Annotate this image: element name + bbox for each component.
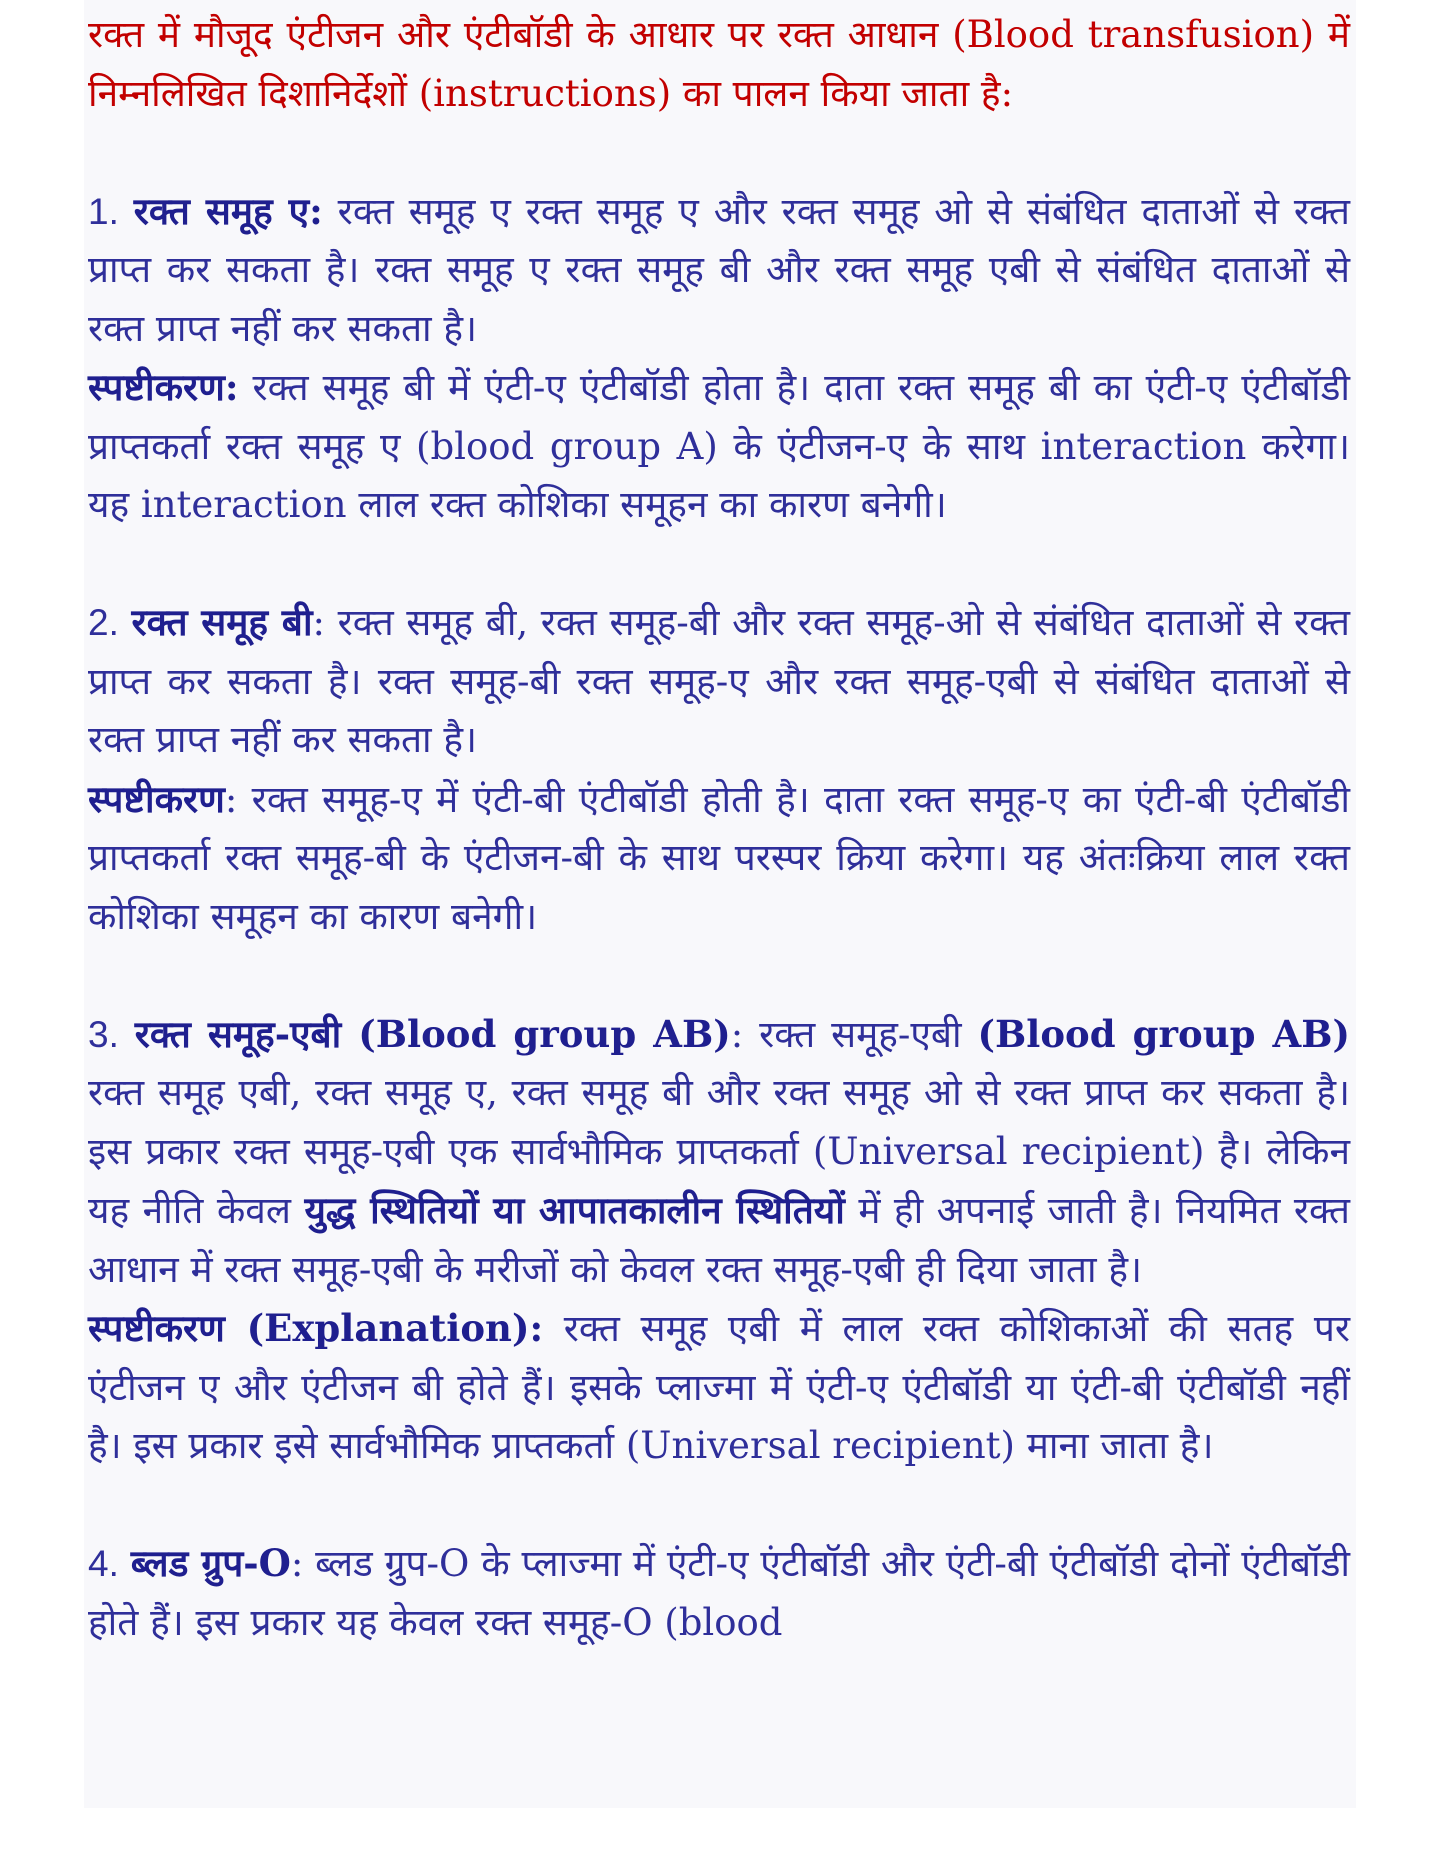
document-page [84, 0, 1356, 1808]
section-1-number: 1. [88, 190, 119, 232]
section-3-heading: रक्त समूह-एबी (Blood group AB) [134, 1011, 731, 1056]
section-3-emphasis: युद्ध स्थितियों या आपातकालीन स्थितियों [304, 1188, 845, 1232]
section-3-text-part1: : रक्त समूह-एबी [730, 1012, 978, 1056]
section-1-explanation [88, 358, 1350, 535]
section-3-text-part2: रक्त समूह एबी, रक्त समूह ए, रक्त समूह बी और रक्त समूह ओ से रक्त प्राप्त कर सकता है। इस प्रकार रक्त समूह-एबी एक सार्वभौमिक प्राप्तकर्ता (Universal recipient) है। लेकिन यह नीति केवल [88, 1071, 1350, 1232]
section-3-explanation-label: स्पष्टीकरण (Explanation): [88, 1306, 544, 1350]
section-1-heading: रक्त समूह ए: [133, 188, 323, 233]
section-3-paragraph [88, 1005, 1350, 1300]
section-1-explanation-label: स्पष्टीकरण: [88, 365, 239, 409]
intro-paragraph: रक्त में मौजूद एंटीजन और एंटीबॉडी के आधार पर रक्त आधान (Blood transfusion) में निम्नलिखित दिशानिर्देशों (instructions) का पालन किया जाता है: [88, 13, 1350, 115]
section-1-explanation-text: रक्त समूह बी में एंटी-ए एंटीबॉडी होता है। दाता रक्त समूह बी का एंटी-ए एंटीबॉडी प्राप्तकर्ता रक्त समूह ए (blood group A) के एंटीजन-ए के साथ interaction करेगा। यह interaction लाल रक्त कोशिका समूहन का कारण बनेगी। [88, 366, 1350, 526]
section-2-number: 2. [88, 602, 119, 643]
section-2-text: : रक्त समूह बी, रक्त समूह-बी और रक्त समूह-ओ से संबंधित दाताओं से रक्त प्राप्त कर सकता है। रक्त समूह-बी रक्त समूह-ए और रक्त समूह-एबी से संबंधित दाताओं से रक्त प्राप्त नहीं कर सकता है। [88, 601, 1351, 761]
section-2-explanation-text: : रक्त समूह-ए में एंटी-बी एंटीबॉडी होती है। दाता रक्त समूह-ए का एंटी-बी एंटीबॉडी प्राप्तकर्ता रक्त समूह-बी के एंटीजन-बी के साथ परस्पर क्रिया करेगा। यह अंतःक्रिया लाल रक्त कोशिका समूहन का कारण बनेगी। [88, 777, 1350, 938]
section-4-heading: ब्लड ग्रुप-O [130, 1541, 291, 1585]
section-4-paragraph [88, 1534, 1350, 1652]
section-3-explanation [88, 1299, 1350, 1476]
section-2-paragraph [88, 593, 1350, 770]
section-2-heading: रक्त समूह बी [131, 600, 313, 644]
section-1-text: रक्त समूह ए रक्त समूह ए और रक्त समूह ओ से संबंधित दाताओं से रक्त प्राप्त कर सकता है। रक्त समूह ए रक्त समूह बी और रक्त समूह एबी से संबंधित दाताओं से रक्त प्राप्त नहीं कर सकता है। [88, 189, 1350, 350]
section-3-text-bold: (Blood group AB) [977, 1011, 1351, 1056]
section-1-paragraph [88, 182, 1350, 359]
section-3-number: 3. [88, 1013, 119, 1055]
section-3-text-part3: में ही अपनाई जाती है। नियमित रक्त आधान में रक्त समूह-एबी के मरीजों को केवल रक्त समूह-एबी ही दिया जाता है। [88, 1189, 1350, 1291]
document-content [88, 6, 1350, 1652]
section-2-explanation [88, 770, 1350, 947]
section-2-explanation-label: स्पष्टीकरण [88, 776, 225, 821]
section-4-text: : ब्लड ग्रुप-O के प्लाज्मा में एंटी-ए एंटीबॉडी और एंटी-बी एंटीबॉडी दोनों एंटीबॉडी होते हैं। इस प्रकार यह केवल रक्त समूह-O (blood [88, 1542, 1350, 1644]
section-4-number: 4. [88, 1543, 119, 1584]
section-3-explanation-text: रक्त समूह एबी में लाल रक्त कोशिकाओं की सतह पर एंटीजन ए और एंटीजन बी होते हैं। इसके प्लाज्मा में एंटी-ए एंटीबॉडी या एंटी-बी एंटीबॉडी नहीं है। इस प्रकार इसे सार्वभौमिक प्राप्तकर्ता (Universal recipient) माना जाता है। [88, 1307, 1350, 1467]
